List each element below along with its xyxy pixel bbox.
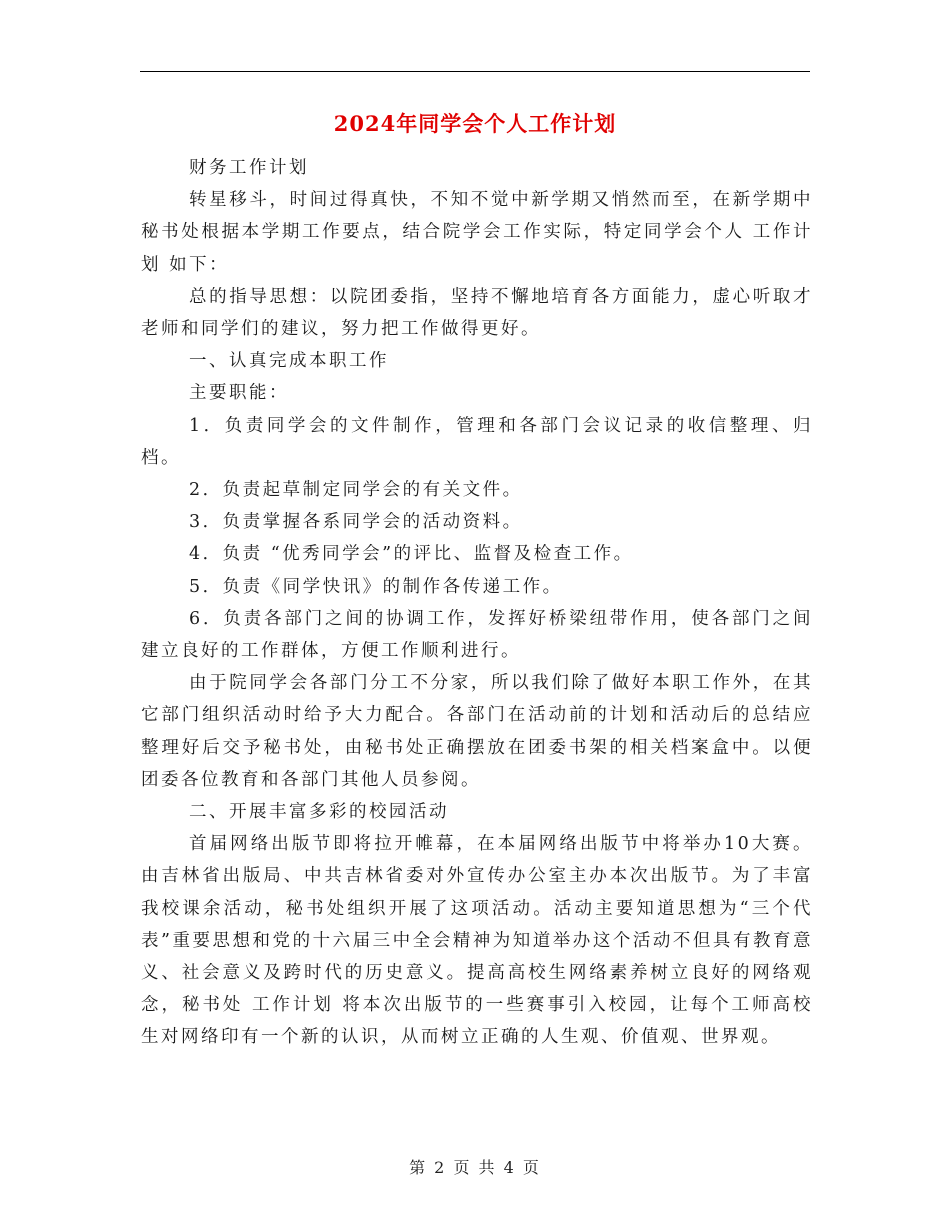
paragraph: 财务工作计划 <box>189 158 309 178</box>
paragraph: 转星移斗，时间过得真快，不知不觉中新学期又悄然而至，在新学期中秘书处根据本学期工作要点，结合院学会工作实际，特定同学会个人 工作计划 如下： <box>141 190 813 275</box>
paragraph: 总的指导思想：以院团委指，坚持不懈地培育各方面能力，虚心听取才老师和同学们的建议，努力把工作做得更好。 <box>141 286 813 340</box>
list-item: 1．负责同学会的文件制作，管理和各部门会议记录的收信整理、归档。 <box>141 415 813 468</box>
paragraph: 首届网络出版节即将拉开帷幕，在本届网络出版节中将举办10大赛。由吉林省出版局、中共吉林省委对外宣传办公室主办本次出版节。为了丰富我校课余活动，秘书处组织开展了这项活动。活动主要知道思想为“三个代表”重要思想和党的十六届三中全会精神为知道举办这个活动不但具有教育意义、社会意义及跨时代的历史意义。提高高校生网络素养树立良好的网络观念，秘书处 工作计划 将本次出版节的一些赛事引入校园，让每个工师高校生对网络印有一个新的认识，从而树立正确的人生观、价值观、世界观。 <box>141 834 813 1048</box>
page-number-footer: 第 2 页 共 4 页 <box>409 1158 541 1177</box>
header-rule <box>140 71 810 72</box>
section-heading: 二、开展丰富多彩的校园活动 <box>189 802 449 823</box>
paragraph: 主要职能： <box>189 383 289 404</box>
document-body <box>141 152 813 1054</box>
list-item: 3．负责掌握各系同学会的活动资料。 <box>189 512 523 533</box>
list-item: 5．负责《同学快讯》的制作各传递工作。 <box>189 576 563 597</box>
paragraph: 由于院同学会各部门分工不分家，所以我们除了做好本职工作外，在其它部门组织活动时给予大力配合。各部门在活动前的计划和活动后的总结应整理好后交予秘书处，由秘书处正确摆放在团委书架的相关档案盒中。以便团委各位教育和各部门其他人员参阅。 <box>141 673 813 790</box>
document-title: 2024年同学会个人工作计划 <box>333 111 617 136</box>
list-item: 2．负责起草制定同学会的有关文件。 <box>189 480 523 501</box>
list-item: 6．负责各部门之间的协调工作，发挥好桥梁纽带作用，使各部门之间建立良好的工作群体，方便工作顺利进行。 <box>141 608 813 662</box>
list-item: 4．负责 “优秀同学会”的评比、监督及检查工作。 <box>189 544 634 565</box>
section-heading: 一、认真完成本职工作 <box>189 351 389 372</box>
